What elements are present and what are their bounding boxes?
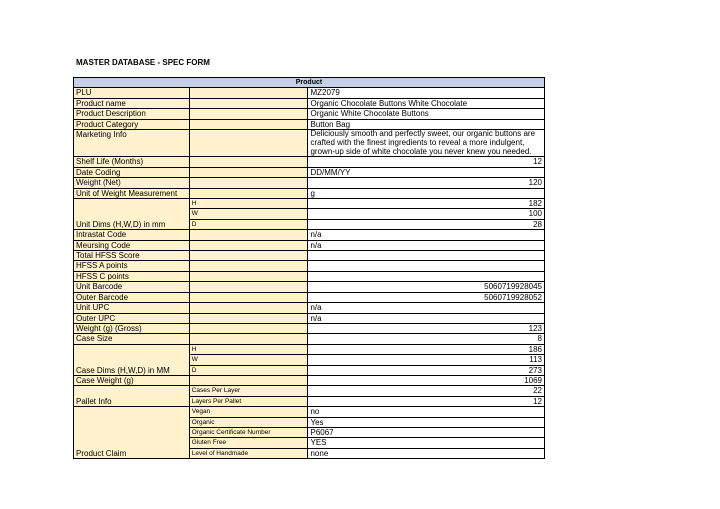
row-label-hfss-c: HFSS C points — [74, 271, 190, 281]
spec-table — [73, 77, 545, 459]
row-sub-empty — [189, 188, 308, 198]
row-sub-empty — [189, 230, 308, 240]
row-value-unit-w: 100 — [308, 209, 545, 219]
row-value-weight-gross: 123 — [308, 323, 545, 333]
row-value-unit-upc: n/a — [308, 303, 545, 313]
row-value-gluten-free: YES — [308, 438, 545, 448]
table-row — [74, 188, 545, 198]
row-sub-unit-h: H — [189, 199, 308, 209]
table-row — [74, 178, 545, 188]
row-label-outer-barcode: Outer Barcode — [74, 292, 190, 302]
row-label-case-size: Case Size — [74, 334, 190, 344]
row-value-product-description: Organic White Chocolate Buttons — [308, 109, 545, 119]
row-sub-cases-per-layer: Cases Per Layer — [189, 386, 308, 396]
table-row — [74, 282, 545, 292]
row-sub-empty — [189, 303, 308, 313]
row-label-meursing-code: Meursing Code — [74, 240, 190, 250]
row-value-case-size: 8 — [308, 334, 545, 344]
row-label-unit-barcode: Unit Barcode — [74, 282, 190, 292]
row-value-unit-weight-measurement: g — [308, 188, 545, 198]
row-label-case-weight: Case Weight (g) — [74, 375, 190, 385]
row-sub-empty — [189, 292, 308, 302]
row-sub-empty — [189, 323, 308, 333]
row-sub-empty — [189, 167, 308, 177]
row-sub-case-d: D — [189, 365, 308, 375]
row-label-product-claim: Product Claim — [74, 407, 190, 459]
row-value-case-weight: 1069 — [308, 375, 545, 385]
row-label-weight-net: Weight (Net) — [74, 178, 190, 188]
table-row — [74, 109, 545, 119]
row-value-layers-per-pallet: 12 — [308, 396, 545, 406]
row-label-marketing-info: Marketing Info — [74, 130, 190, 157]
row-value-unit-d: 28 — [308, 219, 545, 229]
row-value-organic-cert: P6067 — [308, 427, 545, 437]
table-row — [74, 230, 545, 240]
row-label-pallet-info: Pallet Info — [74, 386, 190, 407]
table-row — [74, 334, 545, 344]
row-value-date-coding: DD/MM/YY — [308, 167, 545, 177]
row-label-product-name: Product name — [74, 98, 190, 108]
row-sub-empty — [189, 282, 308, 292]
row-sub-gluten-free: Gluten Free — [189, 438, 308, 448]
row-label-hfss-a: HFSS A points — [74, 261, 190, 271]
row-value-case-d: 273 — [308, 365, 545, 375]
row-label-date-coding: Date Coding — [74, 167, 190, 177]
row-value-outer-barcode: 5060719928052 — [308, 292, 545, 302]
row-label-intrastat-code: Intrastat Code — [74, 230, 190, 240]
row-sub-case-w: W — [189, 355, 308, 365]
row-value-vegan: no — [308, 407, 545, 417]
row-value-marketing-info: Deliciously smooth and perfectly sweet, our organic buttons are crafted with the finest ingredients to reveal a more indulgent, grown-up side of white chocolate you never knew you needed. — [308, 130, 545, 157]
table-row — [74, 292, 545, 302]
table-row — [74, 88, 545, 98]
row-value-product-category: Button Bag — [308, 119, 545, 129]
row-value-case-w: 113 — [308, 355, 545, 365]
row-sub-empty — [189, 157, 308, 167]
table-row — [74, 375, 545, 385]
row-label-unit-weight-measurement: Unit of Weight Measurement — [74, 188, 190, 198]
table-row — [74, 303, 545, 313]
row-sub-vegan: Vegan — [189, 407, 308, 417]
table-row — [74, 313, 545, 323]
row-value-plu: MZ2079 — [308, 88, 545, 98]
table-row — [74, 251, 545, 261]
row-sub-empty — [189, 130, 308, 157]
table-row — [74, 157, 545, 167]
row-value-weight-net: 120 — [308, 178, 545, 188]
table-row — [74, 386, 545, 396]
row-sub-empty — [189, 88, 308, 98]
row-label-shelf-life: Shelf Life (Months) — [74, 157, 190, 167]
section-header: Product — [74, 78, 545, 88]
row-sub-layers-per-pallet: Layers Per Pallet — [189, 396, 308, 406]
row-value-meursing-code: n/a — [308, 240, 545, 250]
row-sub-empty — [189, 251, 308, 261]
table-row — [74, 199, 545, 209]
row-label-weight-gross: Weight (g) (Gross) — [74, 323, 190, 333]
table-row — [74, 344, 545, 354]
row-sub-case-h: H — [189, 344, 308, 354]
row-value-hfss-a — [308, 261, 545, 271]
row-sub-handmade: Level of Handmade — [189, 448, 308, 458]
table-row — [74, 98, 545, 108]
row-sub-empty — [189, 98, 308, 108]
row-value-organic: Yes — [308, 417, 545, 427]
row-sub-empty — [189, 109, 308, 119]
table-row — [74, 261, 545, 271]
row-sub-empty — [189, 261, 308, 271]
table-row — [74, 119, 545, 129]
row-label-total-hfss: Total HFSS Score — [74, 251, 190, 261]
row-sub-empty — [189, 178, 308, 188]
row-value-cases-per-layer: 22 — [308, 386, 545, 396]
row-label-product-category: Product Category — [74, 119, 190, 129]
row-value-unit-barcode: 5060719928045 — [308, 282, 545, 292]
row-value-case-h: 186 — [308, 344, 545, 354]
table-row — [74, 323, 545, 333]
row-label-unit-dims: Unit Dims (H,W,D) in mm — [74, 199, 190, 230]
row-sub-unit-w: W — [189, 209, 308, 219]
row-label-plu: PLU — [74, 88, 190, 98]
row-value-product-name: Organic Chocolate Buttons White Chocolate — [308, 98, 545, 108]
row-sub-empty — [189, 240, 308, 250]
table-row — [74, 271, 545, 281]
row-sub-organic-cert: Organic Certificate Number — [189, 427, 308, 437]
row-label-outer-upc: Outer UPC — [74, 313, 190, 323]
table-row — [74, 130, 545, 157]
row-label-product-description: Product Description — [74, 109, 190, 119]
row-value-total-hfss — [308, 251, 545, 261]
row-value-unit-h: 182 — [308, 199, 545, 209]
row-sub-empty — [189, 271, 308, 281]
row-value-outer-upc: n/a — [308, 313, 545, 323]
row-sub-empty — [189, 375, 308, 385]
row-value-handmade: none — [308, 448, 545, 458]
row-label-case-dims: Case Dims (H,W,D) in MM — [74, 344, 190, 375]
table-row — [74, 407, 545, 417]
row-sub-empty — [189, 313, 308, 323]
row-sub-organic: Organic — [189, 417, 308, 427]
row-sub-empty — [189, 119, 308, 129]
table-row — [74, 167, 545, 177]
row-sub-empty — [189, 334, 308, 344]
row-value-intrastat-code: n/a — [308, 230, 545, 240]
row-label-unit-upc: Unit UPC — [74, 303, 190, 313]
row-value-shelf-life: 12 — [308, 157, 545, 167]
table-row — [74, 240, 545, 250]
table-header-row — [74, 78, 545, 88]
row-sub-unit-d: D — [189, 219, 308, 229]
document-title: MASTER DATABASE - SPEC FORM — [76, 58, 210, 67]
row-value-hfss-c — [308, 271, 545, 281]
